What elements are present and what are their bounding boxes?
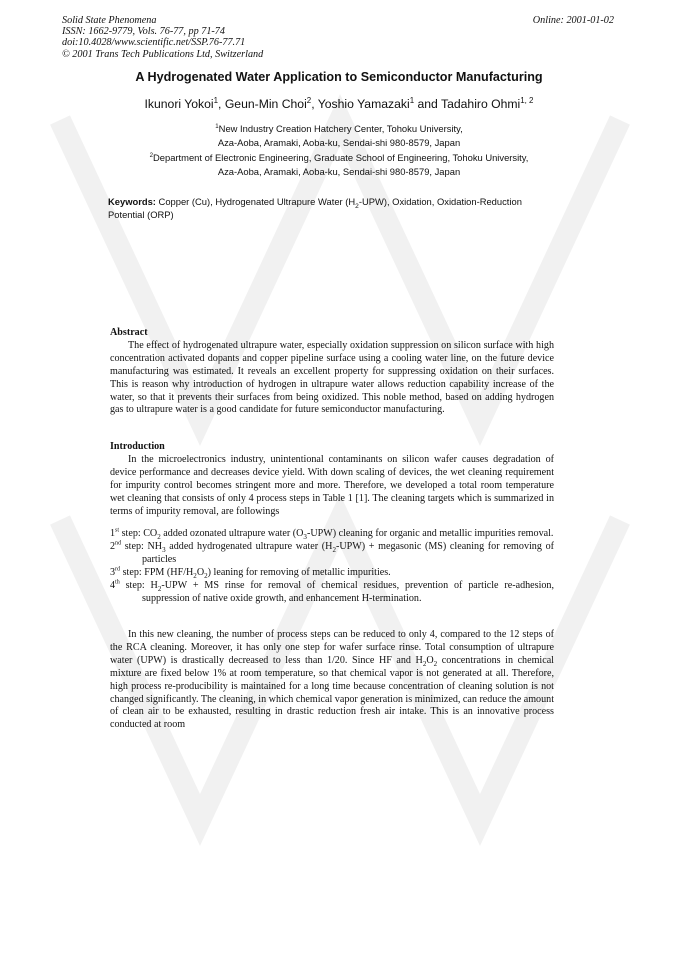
keywords-text: Copper (Cu), Hydrogenated Ultrapure Water (H [155,196,356,207]
ordinal-suffix: st [115,527,120,534]
list-item [110,567,554,580]
author-affiliation-mark: 1 [409,95,415,105]
affiliation-line: Aza-Aoba, Aramaki, Aoba-ku, Sendai-shi 980-8579, Japan [217,165,461,177]
author-name: Geun-Min Choi [224,97,307,111]
step-text: -UPW + MS rinse for removal of chemical residues, prevention of particle re-adhesion, suppression of native oxide growth, and enhancement H-termination. [142,579,554,604]
subscript: 2 [422,659,427,668]
keywords-text: -UPW), Oxidation, Oxidation-Reduction Potential (ORP) [108,196,522,220]
step-text: added ozonated ultrapure water (O [160,528,304,539]
author-name: Yoshio Yamazaki [317,97,410,111]
subscript: 2 [204,571,208,580]
author-list [0,97,678,111]
ordinal-suffix: nd [115,540,122,547]
subscript: 2 [355,202,359,210]
list-item [110,580,554,606]
introduction-section [110,441,554,518]
paragraph-text-run: O [426,654,434,666]
subscript: 2 [157,533,161,542]
list-item [110,528,554,541]
doi-link[interactable]: doi:10.4028/www.scientific.net/SSP.76-77.71 [62,37,246,49]
introduction-heading: Introduction [110,441,165,452]
copyright-line: © 2001 Trans Tech Publications Ltd, Switzerland [62,48,264,60]
step-number: 2 [110,540,116,552]
author-separator: , [218,97,225,111]
affiliation-line: Department of Electronic Engineering, Graduate School of Engineering, Tohoku University, [153,152,529,163]
subscript: 3 [303,533,307,542]
abstract-text: The effect of hydrogenated ultrapure water, especially oxidation suppression on silicon surface with high concentration activated dopants and copper pipeline surface using a cooling water line, on the future device manufacturing was estimated. It reveals an excellent property for suppressing oxidation on their surfaces. This is reason why introduction of hydrogen in ultrapure water allows reduction capability increase of the water, so that it prevents their surfaces from being oxidized. This noble method, based on adding hydrogen gas to ultrapure water is a good candidate for future semiconductor manufacturing. [110,339,554,416]
abstract-heading: Abstract [110,327,148,338]
author-separator: , [311,97,318,111]
subscript: 2 [332,545,336,554]
online-date: Online: 2001-01-02 [532,15,614,26]
subscript: 2 [193,571,197,580]
step-text: -UPW) + megasonic (MS) cleaning for removing of particles [142,540,554,565]
paragraph-text-run: In this new cleaning, the number of process steps can be reduced to only 4, compared to the 12 steps of the RCA cleaning. Moreover, it has only one step for wafer surface rinse. Total consumption of ultrapure water (UPW) is drastically decreased to less than 1/20. Since HF and H [110,629,554,666]
author-affiliation-mark: 1 [213,95,219,105]
keywords [108,196,548,221]
body-paragraph [110,629,554,732]
step-number: 1 [110,528,116,539]
step-text: step: NH [121,540,163,552]
step-text: added hydrogenated ultrapure water (H [165,540,333,552]
issn-line: ISSN: 1662-9779, Vols. 76-77, pp 71-74 [62,26,225,38]
subscript: 3 [162,545,166,554]
paper-title: A Hydrogenated Water Application to Semiconductor Manufacturing [135,70,543,84]
affiliation-number: 1 [215,122,219,130]
publication-info [62,15,263,60]
author-affiliation-mark: 2 [306,95,312,105]
affiliation-number: 2 [149,151,153,159]
step-text: step: CO [119,528,158,539]
step-text: O [196,566,205,578]
affiliation-line: New Industry Creation Hatchery Center, Tohoku University, [218,123,463,134]
cleaning-steps-list [110,528,554,605]
author-name: Ikunori Yokoi [144,97,214,111]
paragraph-text [110,629,554,732]
affiliation-line: Aza-Aoba, Aramaki, Aoba-ku, Sendai-shi 980-8579, Japan [217,136,461,148]
list-item [110,541,554,567]
journal-name: Solid State Phenomena [62,15,157,26]
paragraph-text-run: concentrations in chemical mixture are fixed below 1% at room temperature, so that chemical vapor is not generated at all. Therefore, high process re-producibility is maintained for a long time because concentration of cleaning solution is not changed significantly. The cleaning, in which chemical vapor generation is minimized, can reduce the amount of clean air to be exhausted, resulting in drastic reduction fresh air intake. This is an innovative process conducted at room [110,654,554,731]
author-name: Tadahiro Ohmi [440,97,521,111]
subscript: 2 [157,584,162,593]
affiliation-1 [0,122,678,149]
author-affiliation-mark: 1, 2 [520,95,534,105]
step-text: step: FPM (HF/H [120,566,194,578]
abstract-section [110,327,554,417]
affiliation-2 [0,151,678,178]
step-text: -UPW) cleaning for organic and metallic impurities removal. [306,528,554,539]
ordinal-suffix: rd [115,566,121,573]
step-text: step: H [119,579,158,591]
step-number: 4 [110,579,116,591]
step-text: ) leaning for removing of metallic impurities. [207,566,391,578]
ordinal-suffix: th [115,579,120,586]
keywords-label: Keywords: [108,196,156,207]
step-number: 3 [110,566,116,578]
subscript: 2 [433,659,438,668]
author-separator: and [414,97,441,111]
introduction-text: In the microelectronics industry, unintentional contaminants on silicon wafer causes degradation of device performance and decreases device yield. With down scaling of devices, the wet cleaning requirement for impurity control becomes stringent more and more. Therefore, we developed a total room temperature wet cleaning that consists of only 4 process steps in Table 1 [1]. The cleaning targets which is summarized in terms of impurity removal, are followings [110,453,554,517]
